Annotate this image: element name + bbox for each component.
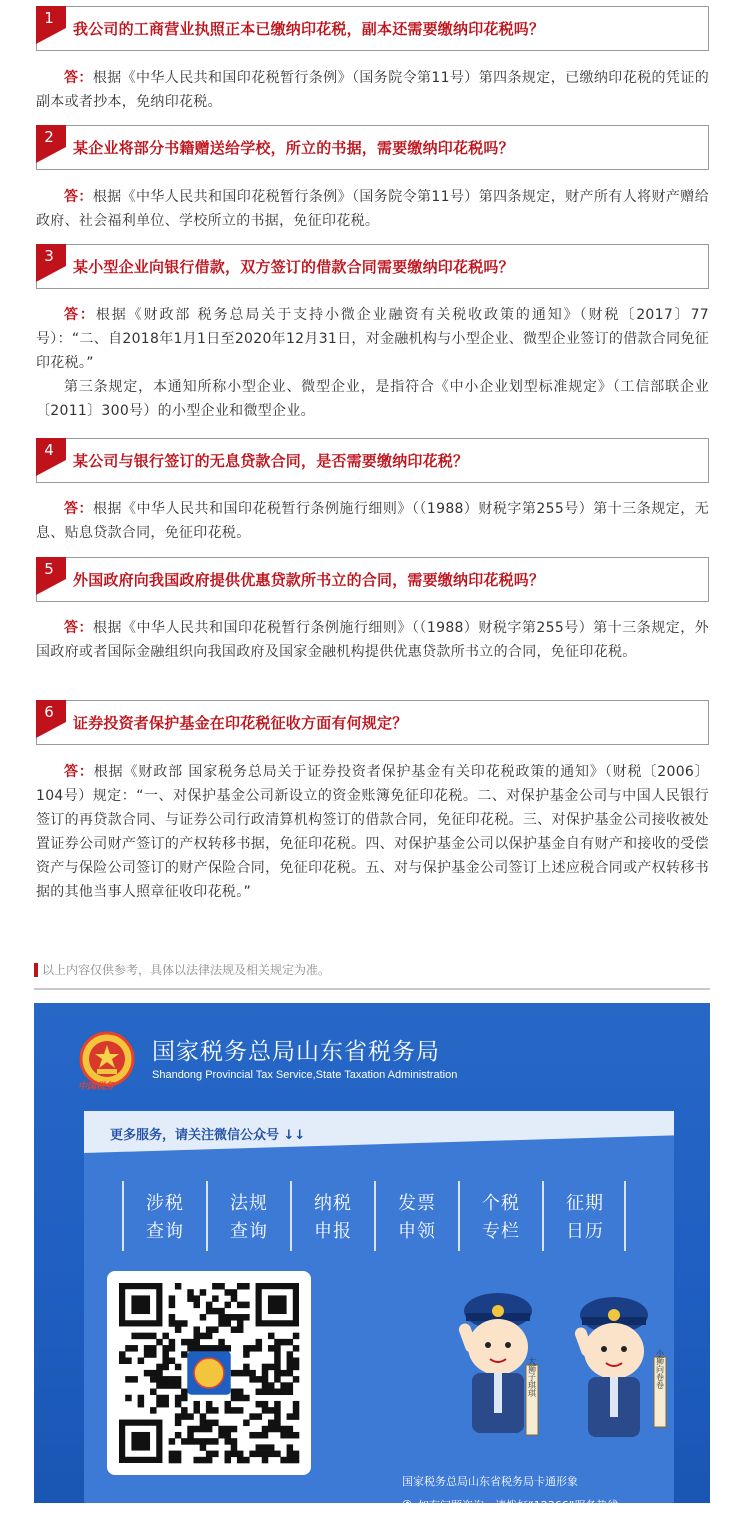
question-header (36, 557, 709, 602)
answer-paragraph (36, 375, 709, 423)
service-label: 查询 (230, 1221, 268, 1242)
service-item[interactable] (122, 1181, 206, 1251)
mascot-caption: 国家税务总局山东省税务局卡通形象 (402, 1475, 578, 1488)
service-label: 专栏 (482, 1221, 520, 1242)
question-text: 我公司的工商营业执照正本已缴纳印花税，副本还需要缴纳印花税吗？ (73, 20, 545, 38)
mascot-right (573, 1297, 666, 1437)
disclaimer (34, 960, 710, 990)
organization-name: 国家税务总局山东省税务局 (152, 1039, 440, 1065)
disclaimer-marker (34, 963, 38, 977)
service-label: 查询 (146, 1221, 184, 1242)
mascot-left (457, 1293, 538, 1435)
question-number: 3 (44, 247, 54, 265)
service-item[interactable] (458, 1181, 542, 1251)
answer-label: 答： (64, 189, 93, 205)
qr-code-icon (119, 1283, 299, 1463)
question-text: 外国政府向我国政府提供优惠贷款所书立的合同，需要缴纳印花税吗？ (73, 571, 545, 589)
answer-block (36, 497, 709, 545)
answer-paragraph (36, 66, 709, 114)
hotline-text (402, 1497, 618, 1513)
hotline-label: 如有问题咨询，请拨打“12366”服务热线 (418, 1499, 619, 1512)
answer-block (36, 185, 709, 233)
phone-icon: ✆ (402, 1498, 413, 1512)
question-header (36, 125, 709, 170)
answer-label: 答： (64, 620, 93, 636)
service-item[interactable] (542, 1181, 626, 1251)
answer-paragraph (36, 760, 709, 904)
question-text: 某企业将部分书籍赠送给学校，所立的书据，需要缴纳印花税吗？ (73, 139, 514, 157)
question-header (36, 6, 709, 51)
service-label: 涉税 (146, 1193, 184, 1214)
service-item[interactable] (290, 1181, 374, 1251)
answer-paragraph (36, 616, 709, 664)
answer-paragraph (36, 497, 709, 545)
organization-name-english: Shandong Provincial Tax Service,State Taxation Administration (152, 1069, 458, 1081)
question-number: 6 (44, 703, 54, 721)
answer-label: 答： (64, 70, 93, 86)
question-header (36, 700, 709, 745)
service-label: 法规 (230, 1193, 268, 1214)
service-label: 个税 (482, 1193, 520, 1214)
disclaimer-text: 以上内容仅供参考，具体以法律法规及相关规定为准。 (42, 963, 331, 977)
answer-text: 根据《中华人民共和国印花税暂行条例施行细则》（（1988）财税字第255号）第十三条规定，外国政府或者国际金融组织向我国政府及国家金融机构提供优惠贷款所书立的合同，免征印花税。 (36, 620, 709, 660)
question-text: 证券投资者保护基金在印花税征收方面有何规定？ (73, 714, 408, 732)
answer-block (36, 303, 709, 423)
tax-mascot-icon (436, 1283, 686, 1453)
answer-paragraph (36, 303, 709, 375)
answer-text: 根据《中华人民共和国印花税暂行条例》（国务院令第11号）第四条规定，财产所有人将财产赠给政府、社会福利单位、学校所立的书据，免征印花税。 (36, 189, 709, 229)
answer-paragraph (36, 185, 709, 233)
answer-label: 答： (64, 764, 94, 780)
service-item[interactable] (374, 1181, 458, 1251)
question-number: 4 (44, 441, 54, 459)
mascot-sign-right: 小狮向卷卷 (655, 1349, 665, 1389)
service-label: 日历 (566, 1221, 604, 1242)
answer-text: 根据《中华人民共和国印花税暂行条例施行细则》（（1988）财税字第255号）第十三条规定，无息、贴息贷款合同，免征印花税。 (36, 501, 709, 541)
follow-prompt: 更多服务，请关注微信公众号 ↓↓ (110, 1128, 306, 1143)
service-panel (84, 1111, 674, 1512)
question-number: 5 (44, 560, 54, 578)
service-label: 申报 (314, 1221, 352, 1242)
question-number: 2 (44, 128, 54, 146)
answer-text: 根据《财政部 国家税务总局关于证券投资者保护基金有关印花税政策的通知》（财税〔2006〕104号）规定：“一、对保护基金公司新设立的资金账簿免征印花税。二、对保护基金公司与中国人民银行签订的再贷款合同、与证券公司行政清算机构签订的借款合同，免征印花税。三、对保护基金公司接收被处置证券公司财产签订的产权转移书据，免征印花税。四、对保护基金公司以保护基金自有财产和接收的受偿资产与保险公司签订的财产保险合同，免征印花税。五、对与保护基金公司签订上述应税合同或产权转移书据的其他当事人照章征收印花税。” (36, 764, 709, 900)
answer-label: 答： (64, 307, 96, 323)
question-header (36, 438, 709, 483)
question-text: 某小型企业向银行借款，双方签订的借款合同需要缴纳印花税吗？ (73, 258, 514, 276)
service-label: 征期 (566, 1193, 604, 1214)
service-menu (122, 1181, 642, 1251)
question-header (36, 244, 709, 289)
question-text: 某公司与银行签订的无息贷款合同，是否需要缴纳印花税？ (73, 452, 469, 470)
answer-label: 答： (64, 501, 93, 517)
mascot-sign-left: 大狮子琪琪 (527, 1357, 537, 1397)
tax-bureau-banner (34, 1003, 710, 1512)
question-number: 1 (44, 9, 54, 27)
answer-block (36, 760, 709, 904)
answer-text: 根据《财政部 税务总局关于支持小微企业融资有关税收政策的通知》（财税〔2017〕77号）：“二、自2018年1月1日至2020年12月31日，对金融机构与小型企业、微型企业签订的借款合同免征印花税。” (36, 307, 709, 371)
answer-text: 第三条规定，本通知所称小型企业、微型企业，是指符合《中小企业划型标准规定》（工信部联企业〔2011〕300号）的小型企业和微型企业。 (36, 379, 709, 419)
service-label: 纳税 (314, 1193, 352, 1214)
service-label: 发票 (398, 1193, 436, 1214)
answer-text: 根据《中华人民共和国印花税暂行条例》（国务院令第11号）第四条规定，已缴纳印花税的凭证的副本或者抄本，免纳印花税。 (36, 70, 709, 110)
service-label: 申领 (398, 1221, 436, 1242)
emblem-caption: 中国税务 (78, 1082, 115, 1092)
qr-code[interactable] (107, 1271, 311, 1475)
answer-block (36, 616, 709, 664)
service-item[interactable] (206, 1181, 290, 1251)
answer-block (36, 66, 709, 114)
